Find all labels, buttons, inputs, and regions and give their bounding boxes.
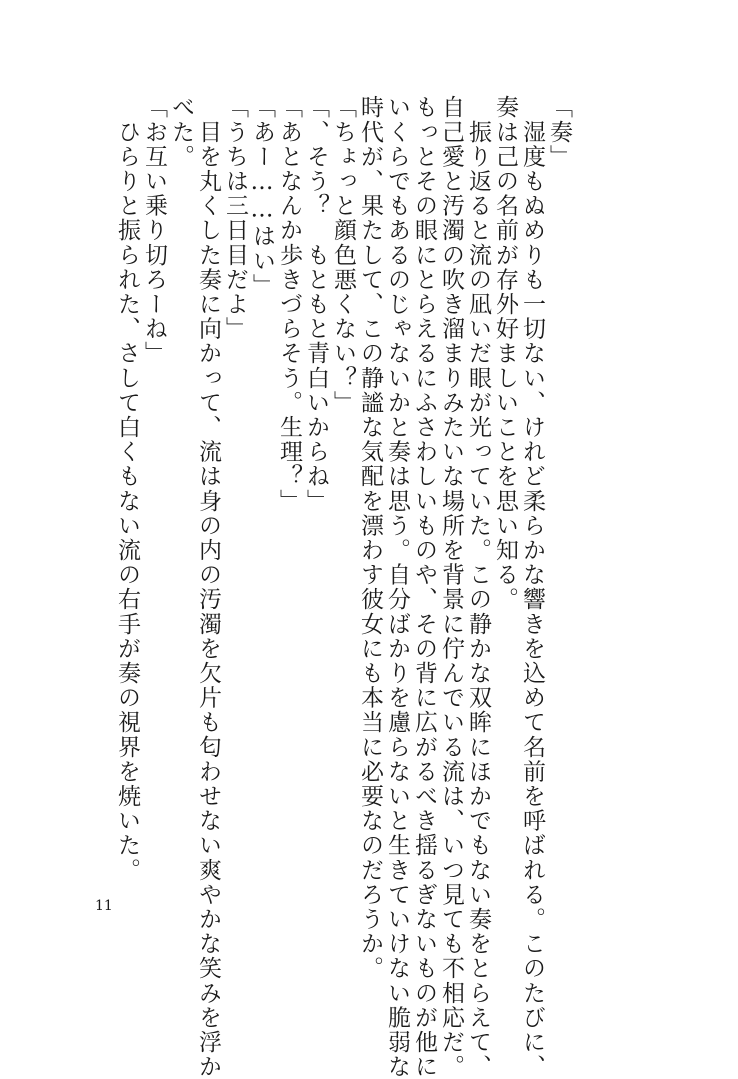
text-line: 奏は己の名前が存外好ましいことを思い知る。 (492, 95, 518, 612)
text-line: 「お互い乗り切ろーね」 (141, 95, 167, 366)
text-line: 「あー……はい」 (249, 95, 275, 298)
text-line: 自己愛と汚濁の吹き溜まりみたいな場所を背景に佇んでいる流は、いつ見ても不相応だ。 (438, 95, 464, 1079)
text-line: もっとその眼にとらえるにふさわしいものや、その背に広がるべき揺るぎないものが他に (411, 95, 437, 1079)
page-number: 11 (95, 898, 113, 914)
text-line: 目を丸くした奏に向かって、流は身の内の汚濁を欠片も匂わせない爽やかな笑みを浮か (195, 95, 221, 1079)
text-line: 振り返ると流の凪いだ眼が光っていた。この静かな双眸にほかでもない奏をとらえて、 (465, 95, 491, 1079)
text-line: 「あとなんか歩きづらそう。生理？」 (276, 95, 302, 514)
text-line: 「、そう？ もともと青白いからね」 (303, 95, 329, 514)
text-line: いくらでもあるのじゃないかと奏は思う。自分ばかりを慮らないと生きていけない脆弱な (384, 95, 410, 1079)
text-line: 「奏」 (546, 95, 572, 169)
text-line: べた。 (168, 95, 194, 169)
text-line: 時代が、果たして、この静謐な気配を漂わす彼女にも本当に必要なのだろうか。 (357, 95, 383, 981)
text-line: ひらりと振られた、さして白くもない流の右手が奏の視界を焼いた。 (114, 95, 140, 883)
text-line: 湿度もぬめりも一切ない、けれど柔らかな響きを込めて名前を呼ばれる。このたびに、 (519, 95, 545, 1079)
text-line: 「うちは三日目だよ」 (222, 95, 248, 341)
vertical-text-block (110, 95, 572, 1079)
text-line: 「ちょっと顔色悪くない？」 (330, 95, 356, 415)
